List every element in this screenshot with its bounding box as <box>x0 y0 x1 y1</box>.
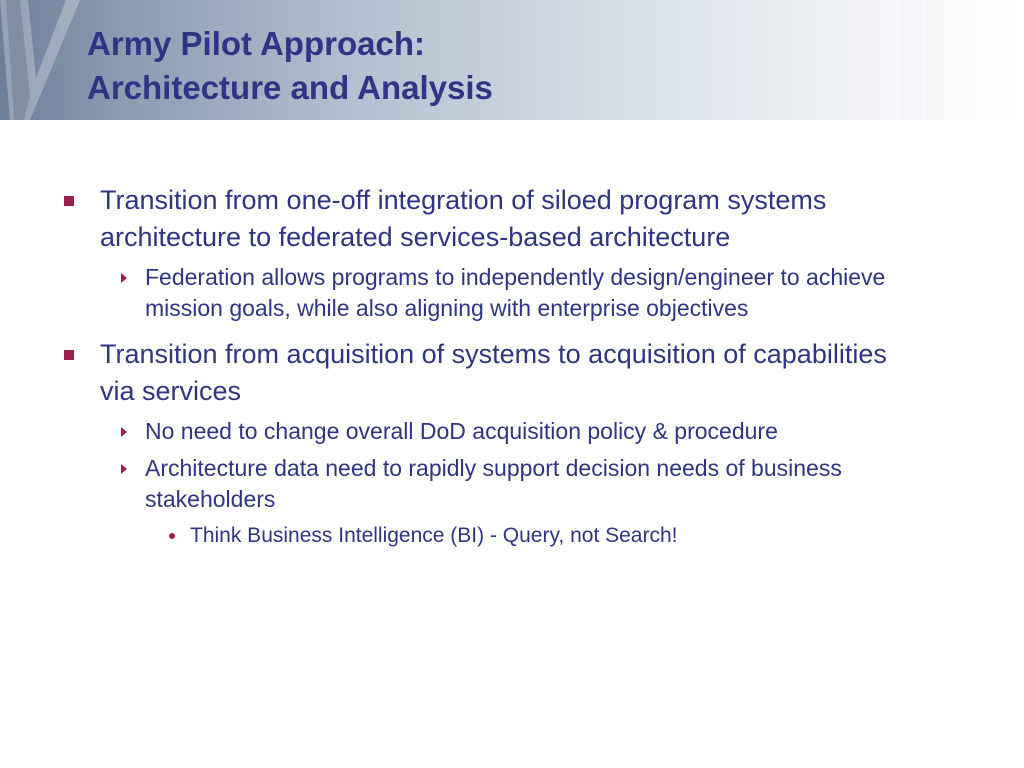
header-stripes <box>874 0 1024 120</box>
square-bullet-icon <box>64 350 74 360</box>
triangle-bullet-icon <box>121 273 127 283</box>
bullet-level2 <box>0 262 965 324</box>
square-bullet-icon <box>64 196 74 206</box>
triangle-bullet-icon <box>121 464 127 474</box>
triangle-bullet-icon <box>121 427 127 437</box>
bullet-level1 <box>0 182 900 256</box>
bullet-text: Transition from acquisition of systems to acquisition of capabilities via services <box>100 339 887 406</box>
v-logo-mark-icon <box>0 0 80 120</box>
slide-body <box>0 182 1024 551</box>
title-line-1: Army Pilot Approach: <box>87 25 425 62</box>
dot-bullet-icon <box>169 533 175 539</box>
bullet-level1 <box>0 336 900 410</box>
bullet-level2 <box>0 453 965 515</box>
bullet-text: Think Business Intelligence (BI) - Query, not Search! <box>190 524 678 547</box>
bullet-level2 <box>0 416 965 447</box>
bullet-level3 <box>0 521 970 551</box>
bullet-text: Architecture data need to rapidly support decision needs of business stakeholders <box>145 455 842 512</box>
bullet-text: No need to change overall DoD acquisition policy & procedure <box>145 418 778 444</box>
title-line-2: Architecture and Analysis <box>87 69 493 106</box>
bullet-text: Federation allows programs to independently design/engineer to achieve mission goals, while also aligning with enterprise objectives <box>145 264 886 321</box>
page-title <box>87 22 493 110</box>
bullet-text: Transition from one-off integration of siloed program systems architecture to federated services-based architecture <box>100 185 827 252</box>
